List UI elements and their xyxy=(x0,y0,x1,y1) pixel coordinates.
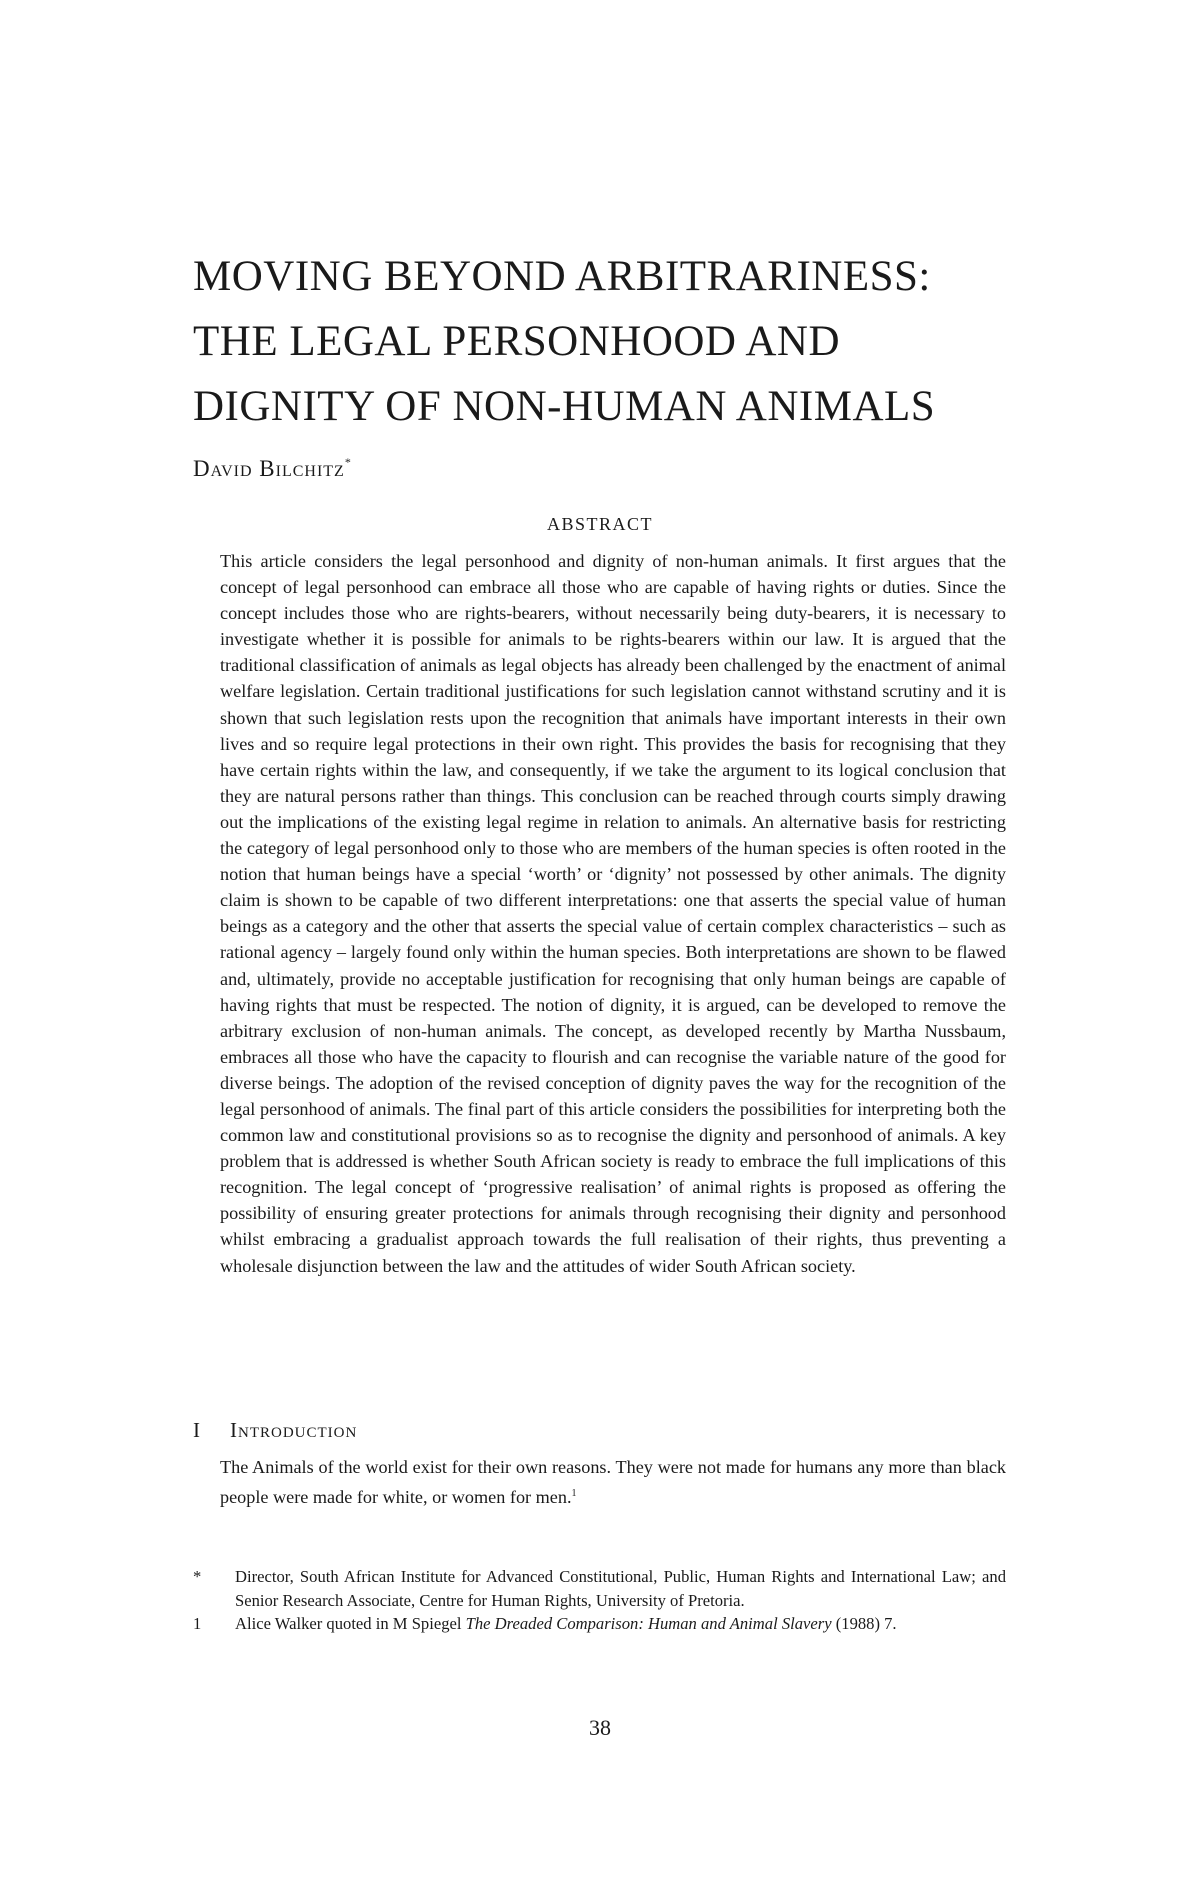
title-line-3: DIGNITY OF NON-HUMAN ANIMALS xyxy=(193,383,936,430)
footnotes xyxy=(193,1565,1006,1636)
page-number: 38 xyxy=(589,1715,611,1740)
abstract-heading: ABSTRACT xyxy=(546,514,654,534)
author-footnote-marker: * xyxy=(344,455,352,469)
section-heading xyxy=(193,1418,357,1443)
footnote-item xyxy=(193,1565,1006,1612)
section-title: Introduction xyxy=(230,1418,358,1442)
article-title xyxy=(193,244,1053,439)
footnote-book-title: The Dreaded Comparison: Human and Animal Slavery xyxy=(465,1614,832,1633)
footnote-text xyxy=(235,1612,1006,1636)
author-byline xyxy=(193,455,352,482)
footnote-text: Director, South African Institute for Advanced Constitutional, Public, Human Rights and International Law; and Senior Research Associate, Centre for Human Rights, University of Pretoria. xyxy=(235,1567,1006,1610)
footnote-text-before: Alice Walker quoted in M Spiegel xyxy=(235,1614,466,1633)
title-line-1: MOVING BEYOND ARBITRARINESS: xyxy=(193,253,931,300)
footnote-text-after: (1988) 7. xyxy=(831,1614,897,1633)
abstract-body: This article considers the legal personhood and dignity of non-human animals. It first argues that the concept of legal personhood can embrace all those who are capable of having rights or duties. Since the concept includes those who are rights-bearers, without necessarily being duty-bearers, it is necessary to investigate whether it is possible for animals to be rights-bearers within our law. It is argued that the traditional classification of animals as legal objects has already been challenged by the enactment of animal welfare legislation. Certain traditional justifications for such legislation cannot withstand scrutiny and it is shown that such legislation rests upon the recognition that animals have important interests in their own lives and so require legal protections in their own right. This provides the basis for recognising that they have certain rights within the law, and consequently, if we take the argument to its logical conclusion that they are natural persons rather than things. This conclusion can be reached through courts simply drawing out the implications of the existing legal regime in relation to animals. An alternative basis for restricting the category of legal personhood only to those who are members of the human species is often rooted in the notion that human beings have a special ‘worth’ or ‘dignity’ not possessed by other animals. The dignity claim is shown to be capable of two different interpretations: one that asserts the special value of human beings as a category and the other that asserts the special value of certain complex characteristics – such as rational agency – largely found only within the human species. Both interpretations are shown to be flawed and, ultimately, provide no acceptable justification for recognising that only human beings are capable of having rights that must be respected. The notion of dignity, it is argued, can be developed to remove the arbitrary exclusion of non-human animals. The concept, as developed recently by Martha Nussbaum, embraces all those who have the capacity to flourish and can recognise the variable nature of the good for diverse beings. The adoption of the revised conception of dignity paves the way for the recognition of the legal personhood of animals. The final part of this article considers the possibilities for interpreting both the common law and constitutional provisions so as to recognise the dignity and personhood of animals. A key problem that is addressed is whether South African society is ready to embrace the full implications of this recognition. The legal concept of ‘progressive realisation’ of animal rights is proposed as offering the possibility of ensuring greater protections for animals through recognising their dignity and personhood whilst embracing a gradualist approach towards the full realisation of their rights, thus preventing a wholesale disjunction between the law and the attitudes of wider South African society. xyxy=(220,551,1006,1276)
epigraph-quote xyxy=(220,1454,1006,1510)
footnote-item xyxy=(193,1612,1006,1636)
footnote-mark: 1 xyxy=(193,1614,202,1633)
epigraph-footnote-marker: 1 xyxy=(571,1487,577,1499)
author-name: David Bilchitz xyxy=(193,456,345,481)
section-number: I xyxy=(193,1418,201,1442)
footnote-mark: * xyxy=(193,1567,202,1586)
epigraph-text: The Animals of the world exist for their own reasons. They were not made for humans any more than black people were made for white, or women for men. xyxy=(220,1457,1006,1507)
title-line-2: THE LEGAL PERSONHOOD AND xyxy=(193,318,841,365)
